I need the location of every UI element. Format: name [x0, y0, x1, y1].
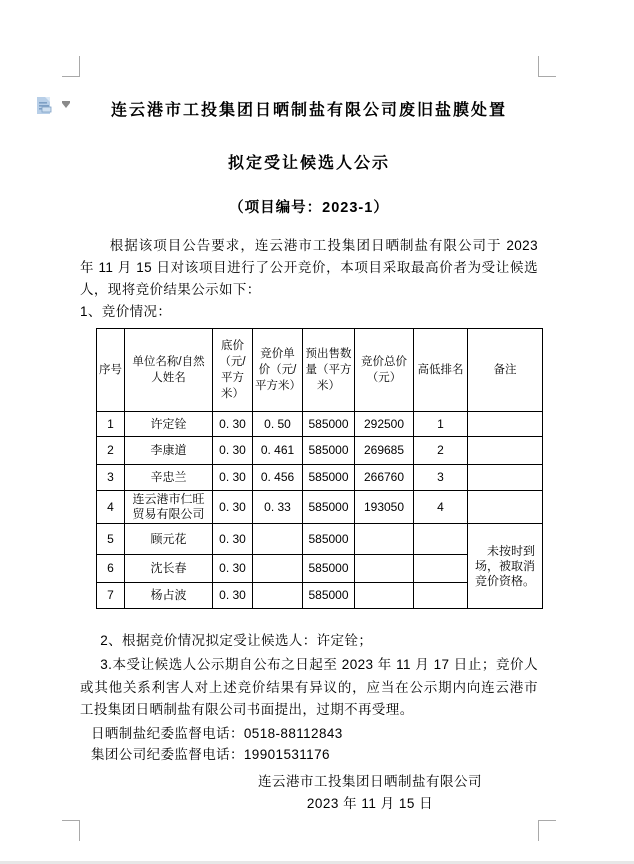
cell-quantity: 585000 — [303, 437, 355, 465]
text-boundary-mark-bottom-left — [62, 820, 80, 841]
cell-total: 269685 — [355, 437, 414, 465]
cell-total: 292500 — [355, 412, 414, 437]
cell-total: 266760 — [355, 465, 414, 491]
col-header-bid-price: 竞价单价（元/平方米） — [253, 329, 303, 412]
col-header-rank: 高低排名 — [414, 329, 468, 412]
cell-base-price: 0. 30 — [213, 583, 253, 609]
cell-remark — [468, 465, 543, 491]
cell-no: 7 — [97, 583, 125, 609]
cell-total — [355, 583, 414, 609]
chevron-down-icon — [62, 103, 70, 108]
cell-no: 6 — [97, 555, 125, 583]
col-header-base-price: 底价（元/平方米） — [213, 329, 253, 412]
cell-no: 3 — [97, 465, 125, 491]
phone-line-salt-company: 日晒制盐纪委监督电话：0518-88112843 — [91, 726, 343, 741]
cell-name: 连云港市仁旺贸易有限公司 — [125, 491, 213, 524]
paragraph-3: 3.本受让候选人公示期自公布之日起至 2023 年 11 月 17 日止；竞价人或其他关系利害人对上述竞价结果有异议的，应当在公示期内向连云港市工投集团日晒制盐有限公司书面提出，过期不再受理。 — [80, 657, 538, 717]
cell-remark — [468, 491, 543, 524]
cell-bid-price — [253, 583, 303, 609]
doc-title-line2: 拟定受让候选人公示 — [227, 155, 390, 172]
cell-base-price: 0. 30 — [213, 491, 253, 524]
cell-bid-price: 0. 50 — [253, 412, 303, 437]
paste-options-button[interactable] — [36, 96, 70, 120]
cell-base-price: 0. 30 — [213, 412, 253, 437]
signature-company: 连云港市工投集团日晒制盐有限公司 — [258, 774, 482, 789]
cell-remark — [468, 437, 543, 465]
cell-bid-price: 0. 461 — [253, 437, 303, 465]
cell-no: 4 — [97, 491, 125, 524]
table-header-row — [97, 329, 543, 412]
col-header-seq: 序号 — [97, 329, 125, 412]
cell-name: 李康道 — [125, 437, 213, 465]
cell-bid-price: 0. 456 — [253, 465, 303, 491]
signature-date: 2023 年 11 月 15 日 — [306, 796, 434, 811]
cell-base-price: 0. 30 — [213, 524, 253, 555]
cell-quantity: 585000 — [303, 524, 355, 555]
cell-total — [355, 555, 414, 583]
cell-rank: 4 — [414, 491, 468, 524]
cell-name: 顾元花 — [125, 524, 213, 555]
cell-rank — [414, 524, 468, 555]
table-row — [97, 437, 543, 465]
cell-base-price: 0. 30 — [213, 437, 253, 465]
section-1-label: 1、竞价情况： — [80, 304, 172, 319]
cell-total — [355, 524, 414, 555]
table-row — [97, 491, 543, 524]
cell-remark — [468, 412, 543, 437]
cell-name: 辛忠兰 — [125, 465, 213, 491]
cell-name: 杨占波 — [125, 583, 213, 609]
phone-line-group-company: 集团公司纪委监督电话：19901531176 — [91, 747, 330, 762]
cell-quantity: 585000 — [303, 465, 355, 491]
cell-base-price: 0. 30 — [213, 555, 253, 583]
cell-quantity: 585000 — [303, 491, 355, 524]
cell-rank: 3 — [414, 465, 468, 491]
cell-rank: 2 — [414, 437, 468, 465]
col-header-total: 竞价总价（元） — [355, 329, 414, 412]
col-header-remark: 备注 — [468, 329, 543, 412]
cell-total: 193050 — [355, 491, 414, 524]
cell-rank — [414, 583, 468, 609]
cell-base-price: 0. 30 — [213, 465, 253, 491]
col-header-quantity: 预出售数量（平方米） — [303, 329, 355, 412]
cell-remark-merged: 未按时到场，被取消竞价资格。 — [468, 524, 543, 609]
cell-rank: 1 — [414, 412, 468, 437]
text-boundary-mark-bottom-right — [538, 820, 556, 841]
project-number: （项目编号：2023-1） — [229, 200, 389, 216]
cell-bid-price — [253, 524, 303, 555]
cell-no: 2 — [97, 437, 125, 465]
bid-results-table — [96, 328, 543, 609]
cell-bid-price — [253, 555, 303, 583]
cell-quantity: 585000 — [303, 555, 355, 583]
cell-rank — [414, 555, 468, 583]
table-row — [97, 412, 543, 437]
cell-name: 沈长春 — [125, 555, 213, 583]
table-row — [97, 524, 543, 555]
cell-name: 许定铨 — [125, 412, 213, 437]
text-boundary-mark-top-left — [62, 56, 80, 77]
cell-bid-price: 0. 33 — [253, 491, 303, 524]
doc-title-line1: 连云港市工投集团日晒制盐有限公司废旧盐膜处置 — [110, 102, 507, 119]
paragraph-2: 2、根据竞价情况拟定受让候选人：许定铨； — [100, 633, 373, 648]
col-header-name: 单位名称/自然人姓名 — [125, 329, 213, 412]
cell-quantity: 585000 — [303, 412, 355, 437]
cell-quantity: 585000 — [303, 583, 355, 609]
intro-paragraph: 根据该项目公告要求，连云港市工投集团日晒制盐有限公司于 2023 年 11 月 15 日对该项目进行了公开竞价，本项目采取最高价者为受让候选人，现将竞价结果公示如下： — [80, 238, 538, 297]
table-row — [97, 465, 543, 491]
text-boundary-mark-top-right — [538, 56, 556, 77]
cell-no: 1 — [97, 412, 125, 437]
cell-no: 5 — [97, 524, 125, 555]
